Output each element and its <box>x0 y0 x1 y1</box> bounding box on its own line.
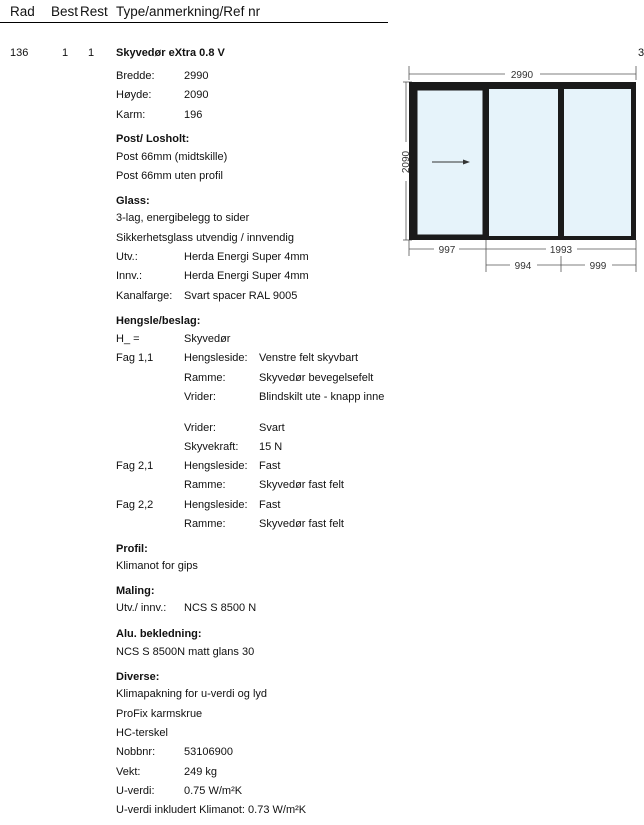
height-label: Høyde: <box>116 89 152 101</box>
glass-pane-left <box>417 90 483 235</box>
fag22-r2-value: Skyvedør fast felt <box>259 518 344 530</box>
glass-pane-right <box>564 89 631 236</box>
weight-label: Vekt: <box>116 766 141 778</box>
dim-right-width: 1993 <box>549 245 573 256</box>
nobb-label: Nobbnr: <box>116 746 156 758</box>
fag11-r1-label: Hengsleside: <box>184 352 248 364</box>
post-line1: Post 66mm (midtskille) <box>116 151 228 163</box>
weight-value: 249 kg <box>184 766 218 778</box>
col-rad: Rad <box>10 4 35 19</box>
post-line2: Post 66mm uten profil <box>116 170 223 182</box>
dim-left-width: 997 <box>438 245 456 256</box>
profile-heading: Profil: <box>116 543 148 555</box>
glass-inner-label: Innv.: <box>116 270 143 282</box>
dim-total-width: 2990 <box>510 70 534 81</box>
fag11-r2-value: Skyvedør bevegelsefelt <box>259 372 374 384</box>
misc-line3: HC-terskel <box>116 727 168 739</box>
glass-inner-value: Herda Energi Super 4mm <box>184 270 309 282</box>
fag22-r1-label: Hengsleside: <box>184 499 248 511</box>
hinges-h-value: Skyvedør <box>184 333 231 345</box>
glass-outer-label: Utv.: <box>116 251 138 263</box>
u-value: 0.75 W/m²K <box>184 785 243 797</box>
paint-value: NCS S 8500 N <box>184 602 257 614</box>
misc-line2: ProFix karmskrue <box>116 708 203 720</box>
fag21-r1-label: Hengsleside: <box>184 460 248 472</box>
fag11-r5-value: 15 N <box>259 441 283 453</box>
col-rest: Rest <box>80 4 108 19</box>
fag11-r2-label: Ramme: <box>184 372 226 384</box>
row-rest: 1 <box>88 47 95 59</box>
nobb-value: 53106900 <box>184 746 233 758</box>
fag22-r1-value: Fast <box>259 499 281 511</box>
fag11-r3-label: Vrider: <box>184 391 216 403</box>
fag21-r2-value: Skyvedør fast felt <box>259 479 344 491</box>
hinges-h-label: H_ = <box>116 333 140 345</box>
product-title: Skyvedør eXtra 0.8 V <box>116 47 225 59</box>
fag21-r1-value: Fast <box>259 460 281 472</box>
col-type: Type/anmerkning/Ref nr <box>116 4 261 19</box>
glass-spacer-value: Svart spacer RAL 9005 <box>184 290 298 302</box>
fag11-r4-value: Svart <box>259 422 285 434</box>
u-value-klimanot: U-verdi inkludert Klimanot: 0.73 W/m²K <box>116 804 307 816</box>
width-label: Bredde: <box>116 70 155 82</box>
misc-line1: Klimapakning for u-verdi og lyd <box>116 688 268 700</box>
cladding-value: NCS S 8500N matt glans 30 <box>116 646 255 658</box>
profile-value: Klimanot for gips <box>116 560 198 572</box>
fag11-r5-label: Skyvekraft: <box>184 441 239 453</box>
row-best: 1 <box>62 47 69 59</box>
dim-sub-right: 999 <box>589 261 607 272</box>
row-edge-mark: 3 <box>638 47 644 59</box>
width-value: 2990 <box>184 70 209 82</box>
dim-total-height: 2090 <box>401 150 412 174</box>
fag11-r3-value: Blindskilt ute - knapp inne <box>259 391 385 403</box>
dim-sub-left: 994 <box>514 261 532 272</box>
u-value-label: U-verdi: <box>116 785 155 797</box>
glass-outer-value: Herda Energi Super 4mm <box>184 251 309 263</box>
row-rad: 136 <box>10 47 29 59</box>
fag11-r1-value: Venstre felt skyvbart <box>259 352 359 364</box>
fag22-r2-label: Ramme: <box>184 518 226 530</box>
fag11-r4-label: Vrider: <box>184 422 216 434</box>
post-heading: Post/ Losholt: <box>116 133 190 145</box>
glass-line2: Sikkerhetsglass utvendig / innvendig <box>116 232 294 244</box>
cladding-heading: Alu. bekledning: <box>116 628 202 640</box>
col-best: Best <box>51 4 79 19</box>
paint-heading: Maling: <box>116 585 155 597</box>
glass-heading: Glass: <box>116 195 150 207</box>
misc-heading: Diverse: <box>116 671 160 683</box>
fag21-r2-label: Ramme: <box>184 479 226 491</box>
fag21-label: Fag 2,1 <box>116 460 154 472</box>
paint-label: Utv./ innv.: <box>116 602 167 614</box>
glass-pane-middle <box>489 89 558 236</box>
fag22-label: Fag 2,2 <box>116 499 154 511</box>
glass-spacer-label: Kanalfarge: <box>116 290 173 302</box>
hinges-heading: Hengsle/beslag: <box>116 315 201 327</box>
frame-label: Karm: <box>116 109 146 121</box>
frame-value: 196 <box>184 109 203 121</box>
height-value: 2090 <box>184 89 209 101</box>
glass-line1: 3-lag, energibelegg to sider <box>116 212 250 224</box>
fag11-label: Fag 1,1 <box>116 352 154 364</box>
